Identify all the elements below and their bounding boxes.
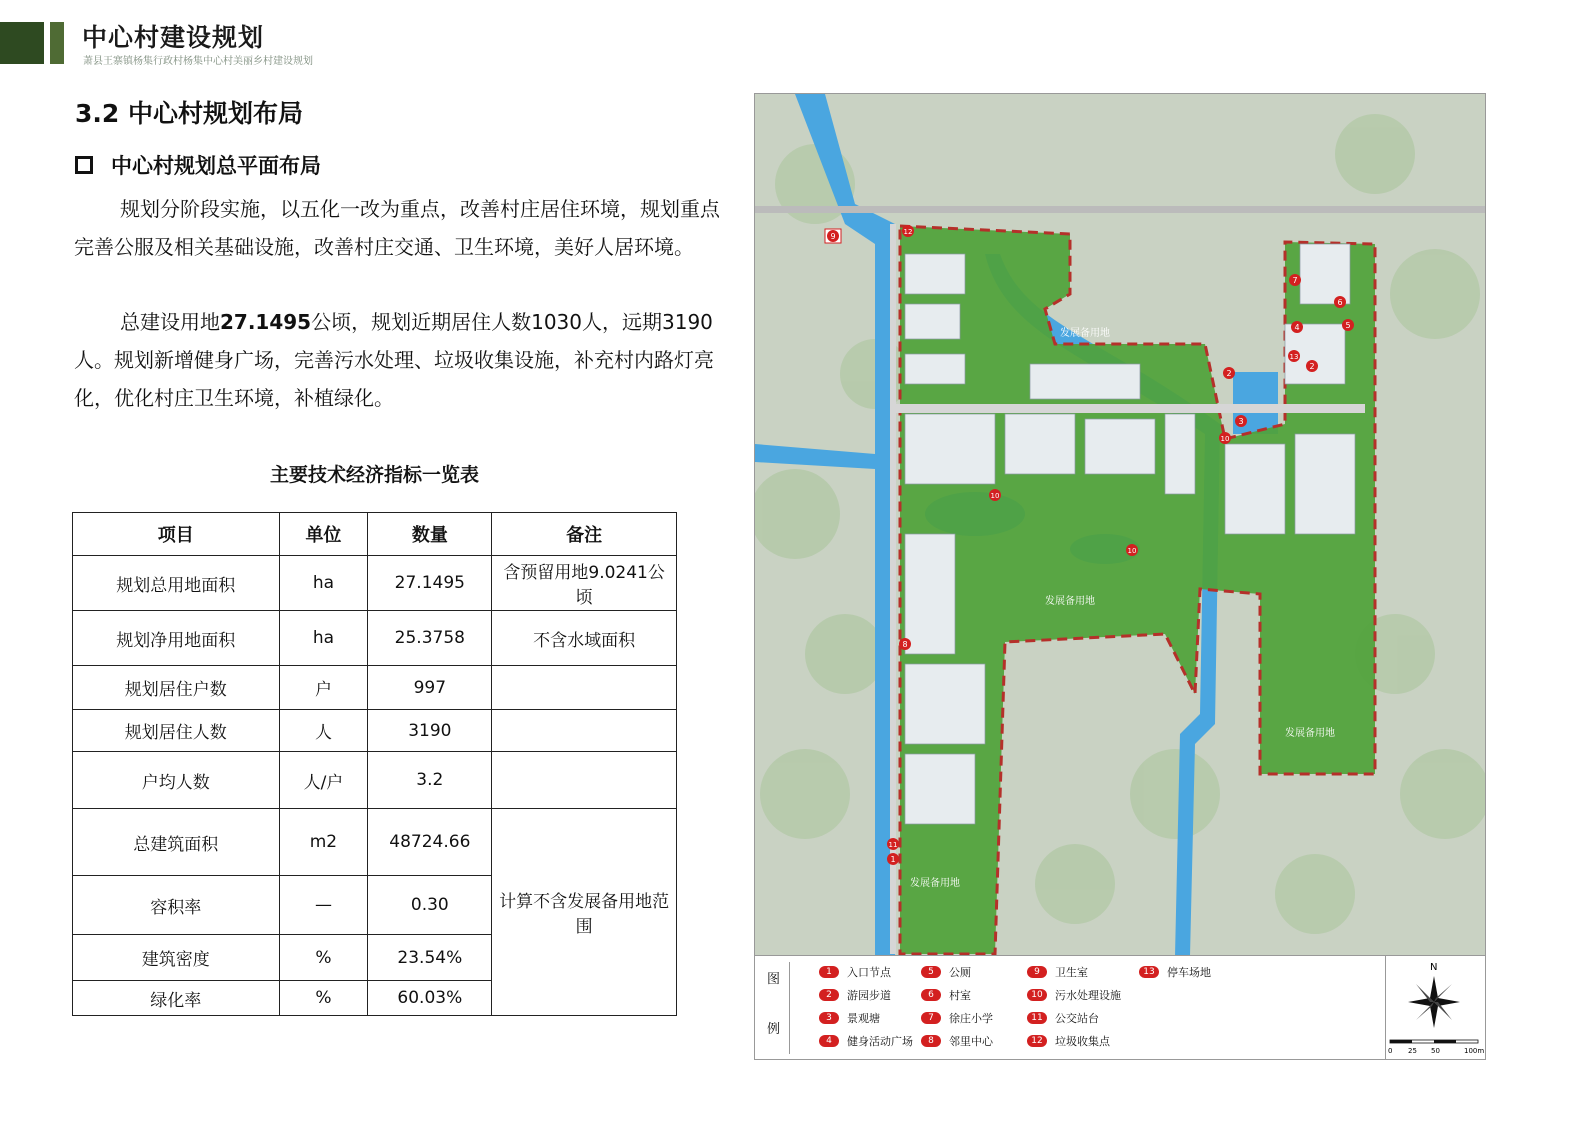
legend-item-label: 公交站台 bbox=[1055, 1012, 1099, 1025]
map-marker-2[interactable] bbox=[1306, 360, 1318, 372]
map-legend bbox=[754, 955, 1486, 1060]
legend-item bbox=[819, 964, 891, 980]
legend-number-badge: 3 bbox=[819, 1012, 839, 1024]
legend-item-label: 景观塘 bbox=[847, 1012, 880, 1025]
map-marker-1[interactable] bbox=[887, 853, 899, 865]
table-header-cell: 项目 bbox=[73, 513, 280, 556]
scale-label-25: 25 bbox=[1408, 1047, 1417, 1055]
table-cell-item: 户均人数 bbox=[73, 752, 280, 809]
central-road bbox=[895, 404, 1365, 413]
map-marker-label: 12 bbox=[903, 228, 913, 236]
legend-item-label: 公厕 bbox=[949, 966, 971, 979]
table-cell-unit: % bbox=[279, 981, 368, 1016]
table-cell-unit: ha bbox=[279, 611, 368, 666]
map-marker-12[interactable] bbox=[902, 225, 914, 237]
map-marker-11[interactable] bbox=[887, 838, 899, 850]
paragraph-1: 规划分阶段实施，以五化一改为重点，改善村庄居住环境，规划重点完善公服及相关基础设施，改善村庄交通、卫生环境，美好人居环境。 bbox=[74, 197, 720, 259]
legend-item-label: 徐庄小学 bbox=[949, 1012, 993, 1025]
header-title: 中心村建设规划 bbox=[82, 23, 265, 52]
legend-item-label: 游园步道 bbox=[847, 989, 891, 1002]
map-marker-9[interactable] bbox=[825, 229, 841, 243]
legend-number-badge: 5 bbox=[921, 966, 941, 978]
map-marker-label: 9 bbox=[830, 232, 836, 241]
table-header-cell: 单位 bbox=[279, 513, 368, 556]
legend-item-label: 入口节点 bbox=[847, 966, 891, 979]
scale-label-0: 0 bbox=[1388, 1047, 1393, 1055]
legend-number-badge: 1 bbox=[819, 966, 839, 978]
map-marker-label: 10 bbox=[1127, 547, 1137, 555]
map-marker-3[interactable] bbox=[1235, 415, 1247, 427]
site-plan-svg bbox=[755, 94, 1485, 956]
table-cell-item: 规划净用地面积 bbox=[73, 611, 280, 666]
table-row bbox=[73, 752, 677, 809]
map-marker-2[interactable] bbox=[1223, 367, 1235, 379]
map-marker-4[interactable] bbox=[1291, 321, 1303, 333]
table-cell-note bbox=[492, 752, 677, 809]
compass-rose-icon bbox=[1408, 976, 1460, 1028]
legend-item bbox=[1139, 964, 1211, 980]
map-marker-label: 13 bbox=[1289, 353, 1299, 361]
legend-item bbox=[921, 1010, 993, 1026]
table-cell-value: 25.3758 bbox=[368, 611, 492, 666]
paragraph-2-part-b: 公顷，规划近期居住人数1030人，远期3190人。规划新增健身广场，完善污水处理、垃圾收集设施，补充村内路灯亮化，优化村庄卫生环境，补植绿化。 bbox=[74, 310, 714, 410]
table-row bbox=[73, 556, 677, 611]
scale-bar-segment bbox=[1390, 1040, 1412, 1043]
legend-item bbox=[921, 987, 971, 1003]
table-cell-item: 总建筑面积 bbox=[73, 809, 280, 876]
legend-item-label: 邻里中心 bbox=[949, 1035, 993, 1048]
legend-item-label: 污水处理设施 bbox=[1055, 989, 1121, 1002]
map-marker-13[interactable] bbox=[1288, 350, 1300, 362]
map-marker-label: 5 bbox=[1345, 321, 1351, 330]
legend-item-label: 垃圾收集点 bbox=[1055, 1035, 1110, 1048]
legend-item bbox=[819, 1033, 913, 1049]
map-marker-10[interactable] bbox=[989, 489, 1001, 501]
table-cell-item: 绿化率 bbox=[73, 981, 280, 1016]
legend-head-top: 图 bbox=[767, 972, 781, 987]
legend-item bbox=[819, 987, 891, 1003]
map-marker-label: 8 bbox=[902, 640, 908, 649]
map-label-dev-area-north: 发展备用地 bbox=[1060, 328, 1110, 339]
table-cell-value: 997 bbox=[368, 666, 492, 710]
map-marker-label: 10 bbox=[990, 492, 1000, 500]
legend-divider bbox=[789, 962, 790, 1054]
table-row bbox=[73, 666, 677, 710]
map-marker-7[interactable] bbox=[1289, 274, 1301, 286]
map-marker-label: 2 bbox=[1226, 369, 1232, 378]
map-marker-10[interactable] bbox=[1126, 544, 1138, 556]
north-road bbox=[755, 206, 1485, 213]
table-cell-unit: m2 bbox=[279, 809, 368, 876]
legend-head-bottom: 例 bbox=[767, 1022, 781, 1037]
table-cell-item: 容积率 bbox=[73, 876, 280, 935]
legend-item-label: 村室 bbox=[949, 989, 971, 1002]
map-label-dev-area-east: 发展备用地 bbox=[1285, 728, 1335, 739]
legend-number-badge: 13 bbox=[1139, 966, 1159, 978]
table-cell-item: 建筑密度 bbox=[73, 935, 280, 981]
table-header-cell: 备注 bbox=[492, 513, 677, 556]
table-cell-value: 23.54% bbox=[368, 935, 492, 981]
indicator-table bbox=[72, 512, 677, 1016]
table-cell-unit: 人 bbox=[279, 710, 368, 752]
table-cell-value: 3190 bbox=[368, 710, 492, 752]
table-row bbox=[73, 809, 677, 876]
map-label-dev-area-south: 发展备用地 bbox=[910, 878, 960, 889]
legend-item bbox=[1027, 987, 1121, 1003]
table-header-cell: 数量 bbox=[368, 513, 492, 556]
legend-number-badge: 9 bbox=[1027, 966, 1047, 978]
legend-number-badge: 11 bbox=[1027, 1012, 1047, 1024]
map-marker-6[interactable] bbox=[1334, 296, 1346, 308]
paragraph-2-part-a: 总建设用地 bbox=[120, 310, 220, 334]
legend-number-badge: 8 bbox=[921, 1035, 941, 1047]
legend-item bbox=[1027, 1033, 1110, 1049]
table-cell-note: 含预留用地9.0241公顷 bbox=[492, 556, 677, 611]
table-header-row bbox=[73, 513, 677, 556]
legend-item-label: 卫生室 bbox=[1055, 966, 1088, 979]
table-cell-value: 48724.66 bbox=[368, 809, 492, 876]
map-marker-5[interactable] bbox=[1342, 319, 1354, 331]
paragraph-2 bbox=[74, 303, 734, 417]
table-cell-item: 规划居住户数 bbox=[73, 666, 280, 710]
north-arrow-scale bbox=[1385, 956, 1484, 1059]
map-marker-label: 7 bbox=[1292, 276, 1298, 285]
table-cell-note bbox=[492, 666, 677, 710]
header-color-bar bbox=[0, 22, 64, 64]
table-cell-item: 规划居住人数 bbox=[73, 710, 280, 752]
table-row bbox=[73, 710, 677, 752]
north-label: N bbox=[1430, 962, 1438, 973]
table-cell-unit: % bbox=[279, 935, 368, 981]
legend-item bbox=[921, 964, 971, 980]
table-cell-value: 3.2 bbox=[368, 752, 492, 809]
map-marker-8[interactable] bbox=[899, 638, 911, 650]
map-marker-10[interactable] bbox=[1219, 432, 1231, 444]
table-cell-note bbox=[492, 710, 677, 752]
map-marker-label: 4 bbox=[1294, 323, 1300, 332]
table-cell-unit: 人/户 bbox=[279, 752, 368, 809]
paragraph-2-bold-area: 27.1495 bbox=[220, 310, 312, 334]
section-title: 3.2 中心村规划布局 bbox=[75, 99, 303, 128]
bar-segment-dark bbox=[0, 22, 44, 64]
table-cell-value: 0.30 bbox=[368, 876, 492, 935]
section-subtitle-text: 中心村规划总平面布局 bbox=[111, 154, 321, 178]
bar-segment-light bbox=[50, 22, 64, 64]
legend-item bbox=[819, 1010, 880, 1026]
map-label-dev-area-central: 发展备用地 bbox=[1045, 596, 1095, 607]
scale-bar-segment bbox=[1434, 1040, 1456, 1043]
site-plan-map[interactable] bbox=[754, 93, 1486, 957]
table-cell-note: 不含水域面积 bbox=[492, 611, 677, 666]
compass-svg bbox=[1386, 956, 1484, 1059]
map-marker-label: 11 bbox=[888, 841, 898, 849]
legend-number-badge: 6 bbox=[921, 989, 941, 1001]
legend-item-label: 停车场地 bbox=[1167, 966, 1211, 979]
map-marker-label: 1 bbox=[890, 855, 896, 864]
map-marker-label: 6 bbox=[1337, 298, 1343, 307]
section-subtitle bbox=[75, 150, 321, 180]
legend-item bbox=[1027, 964, 1088, 980]
legend-number-badge: 4 bbox=[819, 1035, 839, 1047]
table-cell-unit: 户 bbox=[279, 666, 368, 710]
table-cell-value: 60.03% bbox=[368, 981, 492, 1016]
table-cell-unit: — bbox=[279, 876, 368, 935]
table-cell-item: 规划总用地面积 bbox=[73, 556, 280, 611]
map-marker-label: 2 bbox=[1309, 362, 1315, 371]
legend-item bbox=[1027, 1010, 1099, 1026]
checkbox-square-icon bbox=[75, 156, 93, 174]
scale-label-50: 50 bbox=[1431, 1047, 1440, 1055]
map-marker-label: 3 bbox=[1238, 417, 1244, 426]
scale-label-100m: 100m bbox=[1464, 1047, 1484, 1055]
table-cell-unit: ha bbox=[279, 556, 368, 611]
legend-number-badge: 2 bbox=[819, 989, 839, 1001]
legend-item-label: 健身活动广场 bbox=[847, 1035, 913, 1048]
table-cell-merged-note: 计算不含发展备用地范围 bbox=[492, 809, 677, 1016]
legend-item bbox=[921, 1033, 993, 1049]
legend-number-badge: 12 bbox=[1027, 1035, 1047, 1047]
legend-number-badge: 10 bbox=[1027, 989, 1047, 1001]
table-cell-value: 27.1495 bbox=[368, 556, 492, 611]
map-marker-label: 10 bbox=[1220, 435, 1230, 443]
table-row bbox=[73, 611, 677, 666]
header-subtitle: 萧县王寨镇杨集行政村杨集中心村美丽乡村建设规划 bbox=[83, 56, 313, 67]
legend-number-badge: 7 bbox=[921, 1012, 941, 1024]
table-title: 主要技术经济指标一览表 bbox=[269, 464, 479, 486]
